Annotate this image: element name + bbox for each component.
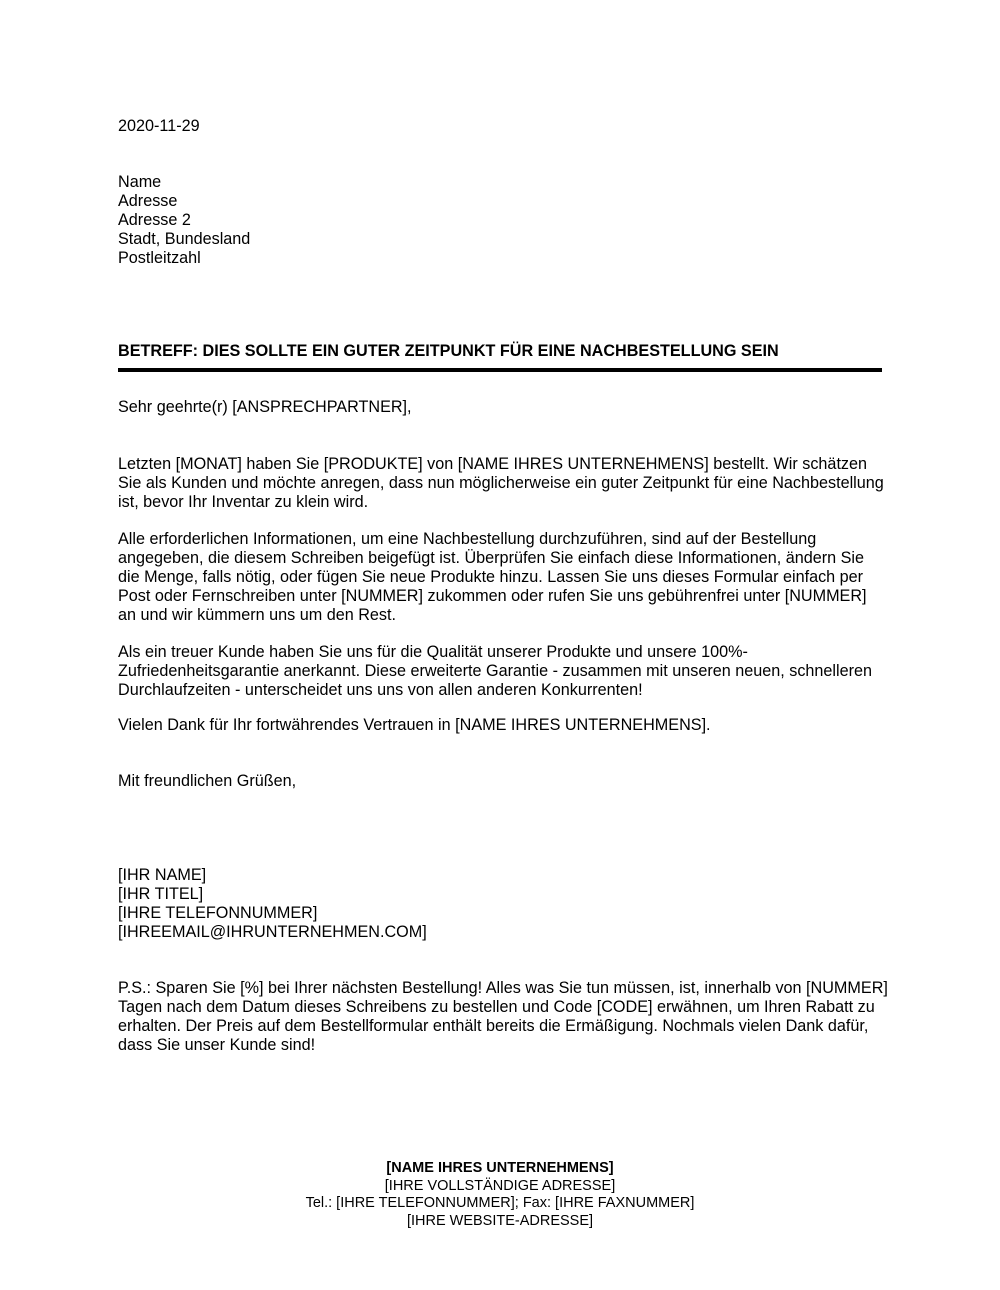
signature-phone: [IHRE TELEFONNUMMER] <box>118 904 318 922</box>
signature-title: [IHR TITEL] <box>118 885 204 903</box>
recipient-city-state: Stadt, Bundesland <box>118 230 251 248</box>
recipient-zip: Postleitzahl <box>118 249 201 267</box>
body-paragraph-3: Als ein treuer Kunde haben Sie uns für die Qualität unserer Produkte und unsere 100%-Zufriedenheitsgarantie anerkannt. Diese erweiterte Garantie - zusammen mit unseren neuen, schnelleren Durchlaufzeiten - unterscheidet uns uns von allen anderen Konkurrenten! <box>118 643 873 699</box>
recipient-address-line-2: Adresse 2 <box>118 211 191 229</box>
letter-date: 2020-11-29 <box>118 117 200 135</box>
recipient-address-line-1: Adresse <box>118 192 178 210</box>
closing: Mit freundlichen Grüßen, <box>118 772 297 790</box>
body-paragraph-2: Alle erforderlichen Informationen, um eine Nachbestellung durchzuführen, sind auf der Bestellung angegeben, die diesem Schreiben beigefügt ist. Überprüfen Sie einfach diese Informationen, ändern Sie die Menge, falls nötig, oder fügen Sie neue Produkte hinzu. Lassen Sie uns dieses Formular einfach per Post oder Fernschreiben unter [NUMMER] zukommen oder rufen Sie uns gebührenfrei unter [NUMMER] an und wir kümmern uns um den Rest. <box>118 530 867 624</box>
body-paragraph-4: Vielen Dank für Ihr fortwährendes Vertrauen in [NAME IHRES UNTERNEHMENS]. <box>118 716 711 734</box>
subject-line: BETREFF: DIES SOLLTE EIN GUTER ZEITPUNKT FÜR EINE NACHBESTELLUNG SEIN <box>118 342 779 360</box>
recipient-name: Name <box>118 173 162 191</box>
footer-website: [IHRE WEBSITE-ADRESSE] <box>406 1212 594 1229</box>
footer-company-name: [NAME IHRES UNTERNEHMENS] <box>386 1160 614 1176</box>
footer-address: [IHRE VOLLSTÄNDIGE ADRESSE] <box>384 1177 616 1194</box>
salutation: Sehr geehrte(r) [ANSPRECHPARTNER], <box>118 398 412 416</box>
subject-divider <box>118 368 882 372</box>
letterhead-footer <box>0 1160 1000 1230</box>
signature-name: [IHR NAME] <box>118 866 207 884</box>
signature-block <box>118 866 427 942</box>
body-paragraph-1: Letzten [MONAT] haben Sie [PRODUKTE] von [NAME IHRES UNTERNEHMENS] bestellt. Wir schätzen Sie als Kunden und möchte anregen, dass nun möglicherweise ein guter Zeitpunkt für eine Nachbestellung ist, bevor Ihr Inventar zu klein wird. <box>118 455 884 511</box>
footer-contact: Tel.: [IHRE TELEFONNUMMER]; Fax: [IHRE FAXNUMMER] <box>305 1195 695 1211</box>
recipient-address-block <box>118 173 250 268</box>
postscript: P.S.: Sparen Sie [%] bei Ihrer nächsten Bestellung! Alles was Sie tun müssen, ist, innerhalb von [NUMMER] Tagen nach dem Datum dieses Schreibens zu bestellen und Code [CODE] erwähnen, um Ihren Rabatt zu erhalten. Der Preis auf dem Bestellformular enthält bereits die Ermäßigung. Nochmals vielen Dank dafür, dass Sie unser Kunde sind! <box>118 979 888 1054</box>
signature-email: [IHREEMAIL@IHRUNTERNEHMEN.COM] <box>118 923 427 941</box>
